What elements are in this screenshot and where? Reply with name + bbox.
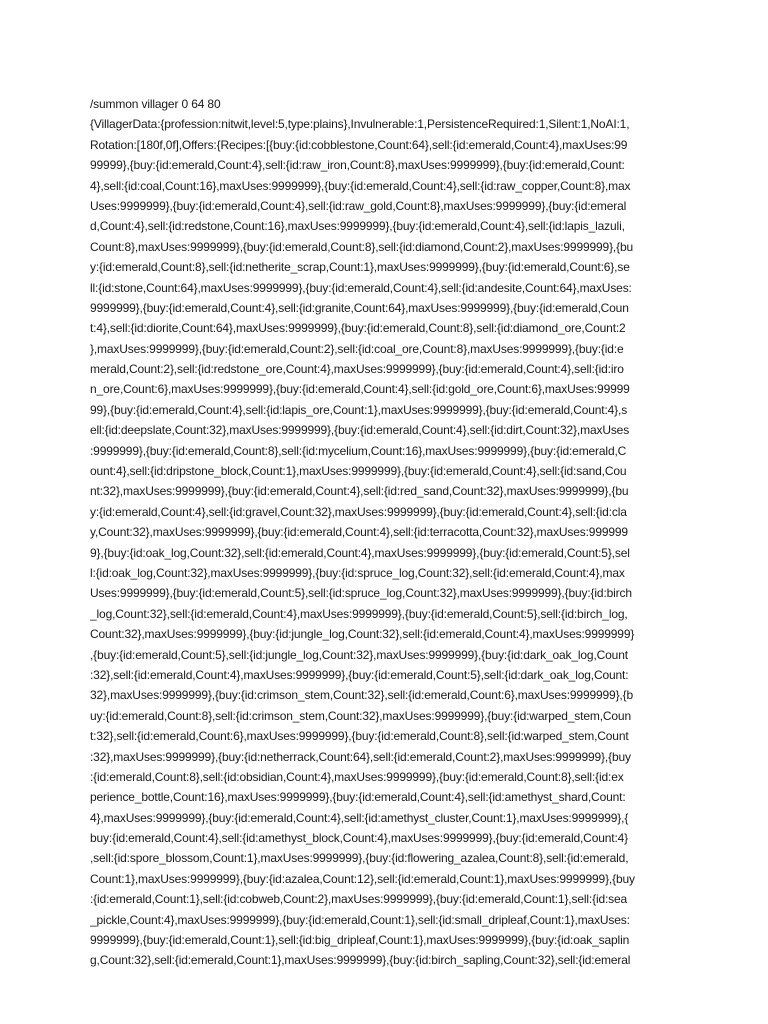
text-line: t:4},sell:{id:diorite,Count:64},maxUses:9999999},{buy:{id:emerald,Count:8},sell:{id:diamond_ore,Count:2 [90, 321, 626, 336]
text-line: Rotation:[180f,0f],Offers:{Recipes:[{buy:{id:cobblestone,Count:64},sell:{id:emerald,Count:4},maxUses:99 [90, 137, 628, 152]
text-line: uy:{id:emerald,Count:8},sell:{id:crimson_stem,Count:32},maxUses:9999999},{buy:{id:warped_stem,Coun [90, 708, 631, 723]
text-line: ,sell:{id:spore_blossom,Count:1},maxUses:9999999},{buy:{id:flowering_azalea,Count:8},sell:{id:emerald, [90, 851, 629, 866]
text-line: 32},maxUses:9999999},{buy:{id:crimson_stem,Count:32},sell:{id:emerald,Count:6},maxUses:9999999},{b [90, 688, 633, 703]
text-line: merald,Count:2},sell:{id:redstone_ore,Count:4},maxUses:9999999},{buy:{id:emerald,Count:4},sell:{id:iro [90, 362, 624, 377]
text-line: Count:8},maxUses:9999999},{buy:{id:emerald,Count:8},sell:{id:diamond,Count:2},maxUses:9999999},{bu [90, 239, 634, 254]
text-line: :32},maxUses:9999999},{buy:{id:netherrack,Count:64},sell:{id:emerald,Count:2},maxUses:9999999},{buy [90, 749, 631, 764]
text-line: Uses:9999999},{buy:{id:emerald,Count:5},sell:{id:spruce_log,Count:32},maxUses:9999999},{buy:{id:birch [90, 586, 632, 601]
text-line: buy:{id:emerald,Count:4},sell:{id:amethyst_block,Count:4},maxUses:9999999},{buy:{id:emerald,Count:4} [90, 831, 629, 846]
text-line: ell:{id:deepslate,Count:32},maxUses:9999999},{buy:{id:emerald,Count:4},sell:{id:dirt,Count:32},maxUses [90, 423, 630, 438]
text-line: 99999},{buy:{id:emerald,Count:4},sell:{id:raw_iron,Count:8},maxUses:9999999},{buy:{id:emerald,Count: [90, 158, 625, 173]
text-line: /summon villager 0 64 80 [90, 97, 221, 111]
text-line: l:{id:oak_log,Count:32},maxUses:9999999},{buy:{id:spruce_log,Count:32},sell:{id:emerald,Count:4},max [90, 565, 625, 580]
text-line: nt:32},maxUses:9999999},{buy:{id:emerald,Count:4},sell:{id:red_sand,Count:32},maxUses:9999999},{bu [90, 484, 629, 499]
text-line: 4},sell:{id:coal,Count:16},maxUses:9999999},{buy:{id:emerald,Count:4},sell:{id:raw_copper,Count:8},max [90, 178, 631, 193]
text-line: g,Count:32},sell:{id:emerald,Count:1},maxUses:9999999},{buy:{id:birch_sapling,Count:32},sell:{id:emeral [90, 953, 631, 968]
text-line: 4},maxUses:9999999},{buy:{id:emerald,Count:4},sell:{id:amethyst_cluster,Count:1},maxUses:9999999},{ [90, 810, 629, 825]
text-line: n_ore,Count:6},maxUses:9999999},{buy:{id:emerald,Count:4},sell:{id:gold_ore,Count:6},maxUses:99999 [90, 382, 630, 397]
command-text-block [90, 94, 685, 991]
text-line [90, 971, 685, 991]
text-line: ,{buy:{id:emerald,Count:5},sell:{id:jungle_log,Count:32},maxUses:9999999},{buy:{id:dark_oak_log,Count [90, 647, 628, 662]
text-line: _pickle,Count:4},maxUses:9999999},{buy:{id:emerald,Count:1},sell:{id:small_dripleaf,Count:1},maxUses: [90, 912, 630, 927]
text-line: 9999999},{buy:{id:emerald,Count:4},sell:{id:granite,Count:64},maxUses:9999999},{buy:{id:emerald,Coun [90, 300, 629, 315]
text-line: y:{id:emerald,Count:8},sell:{id:netherite_scrap,Count:1},maxUses:9999999},{buy:{id:emerald,Count:6},se [90, 260, 630, 275]
text-line: 99},{buy:{id:emerald,Count:4},sell:{id:lapis_ore,Count:1},maxUses:9999999},{buy:{id:emerald,Count:4},s [90, 402, 628, 417]
text-line: ount:4},sell:{id:dripstone_block,Count:1},maxUses:9999999},{buy:{id:emerald,Count:4},sell:{id:sand,Cou [90, 464, 627, 479]
text-line: Count:1},maxUses:9999999},{buy:{id:azalea,Count:12},sell:{id:emerald,Count:1},maxUses:9999999},{buy [90, 871, 635, 886]
text-line: :9999999},{buy:{id:emerald,Count:8},sell:{id:mycelium,Count:16},maxUses:9999999},{buy:{id:emerald,C [90, 443, 627, 458]
text-line: {VillagerData:{profession:nitwit,level:5,type:plains},Invulnerable:1,PersistenceRequired:1,Silent:1,NoAI:1, [90, 117, 630, 132]
text-line: :{id:emerald,Count:1},sell:{id:cobweb,Count:2},maxUses:9999999},{buy:{id:emerald,Count:1},sell:{id:sea [90, 892, 628, 907]
text-line: },maxUses:9999999},{buy:{id:emerald,Count:2},sell:{id:coal_ore,Count:8},maxUses:9999999},{buy:{id:e [90, 341, 624, 356]
text-line: perience_bottle,Count:16},maxUses:9999999},{buy:{id:emerald,Count:4},sell:{id:amethyst_shard,Count: [90, 790, 626, 805]
text-line: y,Count:32},maxUses:9999999},{buy:{id:emerald,Count:4},sell:{id:terracotta,Count:32},maxUses:999999 [90, 525, 628, 540]
text-line: Count:32},maxUses:9999999},{buy:{id:jungle_log,Count:32},sell:{id:emerald,Count:4},maxUses:9999999} [90, 627, 635, 642]
text-line: Uses:9999999},{buy:{id:emerald,Count:4},sell:{id:raw_gold,Count:8},maxUses:9999999},{buy:{id:emeral [90, 198, 627, 213]
text-line: t:32},sell:{id:emerald,Count:6},maxUses:9999999},{buy:{id:emerald,Count:8},sell:{id:warped_stem,Count [90, 729, 629, 744]
text-line: d,Count:4},sell:{id:redstone,Count:16},maxUses:9999999},{buy:{id:emerald,Count:4},sell:{id:lapis_lazuli, [90, 219, 625, 234]
text-line: :32},sell:{id:emerald,Count:4},maxUses:9999999},{buy:{id:emerald,Count:5},sell:{id:dark_oak_log,Count: [90, 667, 629, 682]
text-line: 9},{buy:{id:oak_log,Count:32},sell:{id:emerald,Count:4},maxUses:9999999},{buy:{id:emerald,Count:5},sel [90, 545, 630, 560]
text-line: ll:{id:stone,Count:64},maxUses:9999999},{buy:{id:emerald,Count:4},sell:{id:andesite,Count:64},maxUses: [90, 280, 632, 295]
text-line: y:{id:emerald,Count:4},sell:{id:gravel,Count:32},maxUses:9999999},{buy:{id:emerald,Count:4},sell:{id:cla [90, 504, 627, 519]
text-line: 9999999},{buy:{id:emerald,Count:1},sell:{id:big_dripleaf,Count:1},maxUses:9999999},{buy:{id:oak_saplin [90, 933, 630, 948]
text-line: :{id:emerald,Count:8},sell:{id:obsidian,Count:4},maxUses:9999999},{buy:{id:emerald,Count:8},sell:{id:ex [90, 769, 624, 784]
text-line: _log,Count:32},sell:{id:emerald,Count:4},maxUses:9999999},{buy:{id:emerald,Count:5},sell:{id:birch_log, [90, 606, 628, 621]
